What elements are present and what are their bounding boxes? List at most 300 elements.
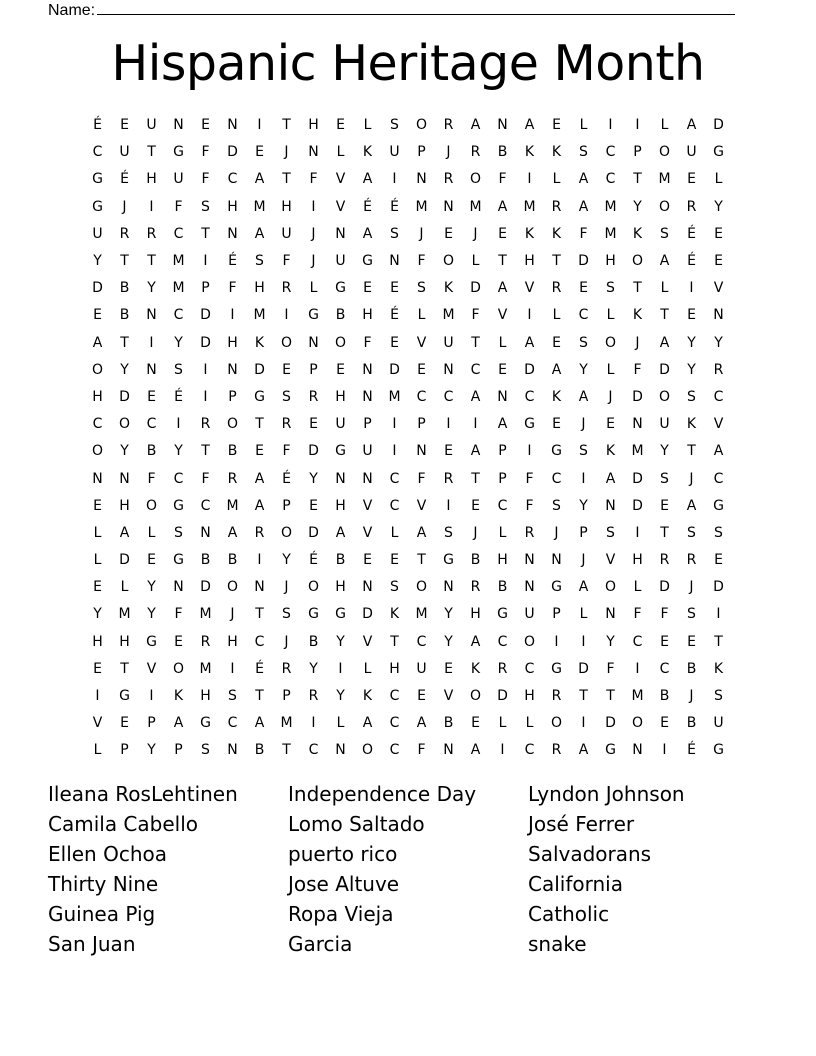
grid-letter: S (174, 361, 183, 378)
grid-letter: U (92, 225, 103, 242)
grid-letter: D (524, 361, 535, 378)
grid-letter: S (174, 524, 183, 541)
grid-letter: C (227, 715, 238, 732)
grid-letter: B (146, 443, 157, 460)
grid-letter: L (336, 715, 345, 732)
grid-letter: U (524, 606, 535, 623)
grid-letter: I (635, 660, 640, 677)
grid-letter: U (362, 443, 373, 460)
grid-letter: E (714, 225, 723, 242)
grid-letter: A (578, 742, 589, 759)
grid-letter: E (309, 497, 318, 514)
grid-letter: I (203, 253, 208, 270)
word-bank-item: Lyndon Johnson (528, 782, 685, 806)
word-bank-item: Jose Altuve (288, 872, 400, 896)
grid-letter: H (92, 633, 103, 650)
word-bank-item: José Ferrer (528, 812, 635, 836)
grid-letter: R (443, 171, 454, 188)
name-label: Name: (48, 2, 96, 19)
grid-letter: N (227, 225, 238, 242)
grid-letter: E (606, 416, 615, 433)
grid-letter: N (227, 361, 238, 378)
grid-letter: F (174, 606, 183, 623)
grid-letter: A (92, 334, 103, 351)
grid-letter: O (91, 443, 104, 460)
grid-letter: A (254, 225, 265, 242)
grid-letter: B (200, 552, 211, 569)
grid-letter: B (119, 307, 130, 324)
grid-letter: E (552, 416, 561, 433)
grid-row (84, 330, 732, 357)
grid-letter: G (308, 606, 319, 623)
grid-letter: J (635, 334, 640, 351)
grid-letter: M (604, 225, 617, 242)
grid-letter: I (338, 660, 343, 677)
grid-letter: H (308, 117, 319, 134)
grid-letter: O (442, 253, 455, 270)
grid-letter: J (689, 688, 694, 705)
grid-letter: R (200, 416, 211, 433)
grid-letter: C (470, 361, 481, 378)
grid-letter: I (473, 416, 478, 433)
grid-letter: Y (93, 253, 102, 270)
grid-letter: N (497, 388, 508, 405)
grid-letter: Y (147, 742, 156, 759)
grid-letter: F (417, 742, 426, 759)
grid-letter: E (714, 552, 723, 569)
grid-letter: L (471, 253, 480, 270)
grid-letter: E (552, 334, 561, 351)
grid-letter: B (335, 307, 346, 324)
grid-letter: L (660, 117, 669, 134)
grid-letter: P (282, 688, 291, 705)
grid-letter: I (284, 307, 289, 324)
grid-letter: G (254, 388, 265, 405)
grid-letter: T (498, 253, 507, 270)
grid-letter: E (660, 633, 669, 650)
grid-row (84, 520, 732, 547)
grid-letter: A (416, 524, 427, 541)
grid-letter: L (606, 307, 615, 324)
grid-letter: K (686, 416, 697, 433)
grid-letter: F (633, 361, 642, 378)
grid-letter: N (308, 144, 319, 161)
grid-letter: H (119, 497, 130, 514)
grid-letter: E (687, 307, 696, 324)
grid-letter: Y (444, 633, 453, 650)
word-bank-item: Ellen Ochoa (48, 842, 167, 866)
grid-letter: L (363, 117, 372, 134)
grid-letter: S (390, 225, 399, 242)
grid-letter: N (632, 416, 643, 433)
grid-letter: Y (579, 361, 588, 378)
grid-letter: B (497, 579, 508, 596)
grid-letter: F (174, 198, 183, 215)
grid-letter: F (282, 253, 291, 270)
grid-letter: N (335, 742, 346, 759)
grid-letter: O (658, 144, 671, 161)
grid-letter: K (362, 688, 373, 705)
grid-letter: R (686, 552, 697, 569)
grid-letter: P (309, 361, 318, 378)
name-blank-line[interactable] (97, 0, 735, 15)
grid-letter: N (713, 307, 724, 324)
grid-letter: R (497, 660, 508, 677)
grid-letter: E (390, 334, 399, 351)
grid-letter: B (335, 552, 346, 569)
grid-letter: C (146, 416, 157, 433)
grid-letter: H (335, 579, 346, 596)
grid-letter: N (632, 742, 643, 759)
grid-row (84, 438, 732, 465)
grid-letter: E (471, 715, 480, 732)
grid-letter: D (497, 688, 508, 705)
grid-letter: T (120, 660, 129, 677)
grid-letter: E (417, 688, 426, 705)
grid-letter: U (686, 144, 697, 161)
grid-letter: R (281, 416, 292, 433)
grid-letter: V (362, 633, 373, 650)
grid-letter: Y (282, 552, 291, 569)
grid-letter: I (527, 443, 532, 460)
grid-letter: E (498, 361, 507, 378)
grid-letter: É (687, 253, 696, 270)
grid-letter: T (255, 606, 264, 623)
grid-letter: O (91, 361, 104, 378)
grid-letter: S (687, 524, 696, 541)
grid-letter: O (550, 715, 563, 732)
grid-letter: T (417, 552, 426, 569)
grid-letter: B (119, 280, 130, 297)
grid-letter: O (604, 334, 617, 351)
grid-letter: S (606, 524, 615, 541)
grid-letter: E (282, 361, 291, 378)
grid-letter: V (416, 497, 427, 514)
grid-letter: N (362, 470, 373, 487)
grid-letter: S (228, 688, 237, 705)
page-title: Hispanic Heritage Month (111, 35, 705, 92)
grid-letter: I (554, 633, 559, 650)
grid-letter: L (579, 606, 588, 623)
grid-letter: F (417, 470, 426, 487)
grid-letter: A (578, 579, 589, 596)
grid-letter: R (146, 225, 157, 242)
grid-letter: I (581, 715, 586, 732)
grid-letter: R (470, 579, 481, 596)
grid-letter: C (173, 225, 184, 242)
grid-letter: M (604, 198, 617, 215)
grid-letter: N (605, 606, 616, 623)
grid-letter: E (255, 443, 264, 460)
grid-letter: S (579, 443, 588, 460)
grid-letter: Y (120, 443, 129, 460)
grid-letter: E (255, 144, 264, 161)
grid-letter: J (608, 388, 613, 405)
grid-letter: F (525, 470, 534, 487)
grid-letter: G (551, 579, 562, 596)
grid-letter: N (92, 470, 103, 487)
grid-row (84, 629, 732, 656)
grid-letter: U (659, 416, 670, 433)
grid-letter: T (471, 470, 480, 487)
grid-letter: L (147, 524, 156, 541)
grid-letter: O (361, 742, 374, 759)
grid-letter: I (149, 688, 154, 705)
grid-letter: P (147, 715, 156, 732)
grid-letter: B (686, 715, 697, 732)
grid-letter: O (280, 524, 293, 541)
grid-letter: K (632, 307, 643, 324)
word-bank-item: Guinea Pig (48, 902, 156, 926)
grid-letter: E (660, 715, 669, 732)
grid-letter: E (363, 280, 372, 297)
grid-letter: N (335, 225, 346, 242)
grid-letter: A (605, 470, 616, 487)
grid-letter: A (686, 117, 697, 134)
grid-letter: É (255, 660, 264, 677)
grid-letter: B (443, 715, 454, 732)
grid-letter: M (199, 606, 212, 623)
grid-letter: G (200, 715, 211, 732)
grid-letter: T (282, 117, 291, 134)
grid-letter: G (497, 606, 508, 623)
grid-letter: C (713, 388, 724, 405)
grid-letter: L (606, 361, 615, 378)
grid-letter: F (525, 497, 534, 514)
grid-letter: L (309, 280, 318, 297)
grid-letter: R (281, 660, 292, 677)
grid-letter: É (390, 198, 399, 215)
grid-letter: D (308, 524, 319, 541)
grid-letter: H (281, 198, 292, 215)
grid-letter: L (498, 524, 507, 541)
grid-letter: M (631, 688, 644, 705)
grid-letter: J (311, 225, 316, 242)
grid-letter: V (416, 334, 427, 351)
grid-letter: C (389, 715, 400, 732)
grid-letter: C (632, 633, 643, 650)
grid-letter: C (659, 660, 670, 677)
grid-letter: N (362, 388, 373, 405)
grid-letter: É (309, 552, 318, 569)
grid-letter: S (579, 144, 588, 161)
grid-letter: G (92, 171, 103, 188)
grid-letter: K (551, 225, 562, 242)
grid-letter: C (389, 470, 400, 487)
grid-letter: G (335, 606, 346, 623)
grid-letter: Y (174, 443, 183, 460)
grid-letter: A (659, 334, 670, 351)
grid-letter: D (308, 443, 319, 460)
grid-letter: T (606, 688, 615, 705)
grid-letter: T (714, 633, 723, 650)
grid-letter: L (93, 524, 102, 541)
word-bank-row (48, 839, 788, 869)
grid-letter: R (281, 280, 292, 297)
grid-letter: G (308, 307, 319, 324)
grid-letter: T (147, 253, 156, 270)
grid-letter: O (658, 388, 671, 405)
grid-letter: C (443, 388, 454, 405)
grid-letter: J (581, 552, 586, 569)
grid-letter: L (336, 144, 345, 161)
grid-letter: N (200, 524, 211, 541)
grid-letter: C (227, 171, 238, 188)
grid-letter: G (173, 552, 184, 569)
grid-letter: H (470, 606, 481, 623)
grid-letter: P (174, 742, 183, 759)
grid-letter: V (497, 307, 508, 324)
grid-letter: A (362, 171, 373, 188)
grid-letter: C (173, 307, 184, 324)
grid-letter: H (497, 552, 508, 569)
grid-letter: C (173, 470, 184, 487)
grid-letter: H (524, 253, 535, 270)
grid-row (84, 357, 732, 384)
grid-letter: H (227, 633, 238, 650)
grid-letter: M (658, 171, 671, 188)
grid-letter: Y (687, 361, 696, 378)
grid-letter: E (579, 280, 588, 297)
grid-letter: R (524, 524, 535, 541)
grid-letter: É (228, 253, 237, 270)
grid-letter: I (230, 307, 235, 324)
grid-letter: D (578, 253, 589, 270)
grid-letter: L (120, 579, 129, 596)
grid-letter: E (201, 117, 210, 134)
grid-letter: F (660, 606, 669, 623)
grid-letter: A (659, 253, 670, 270)
grid-letter: U (146, 117, 157, 134)
grid-letter: G (362, 253, 373, 270)
grid-letter: R (659, 552, 670, 569)
grid-letter: V (605, 552, 616, 569)
grid-letter: R (551, 280, 562, 297)
grid-letter: D (200, 334, 211, 351)
grid-letter: G (524, 416, 535, 433)
grid-letter: T (120, 334, 129, 351)
grid-letter: V (146, 660, 157, 677)
grid-letter: R (713, 361, 724, 378)
grid-letter: K (389, 606, 400, 623)
word-bank (48, 779, 788, 959)
grid-letter: S (282, 606, 291, 623)
grid-letter: E (498, 225, 507, 242)
name-field[interactable] (48, 0, 735, 20)
grid-letter: I (95, 688, 100, 705)
grid-letter: J (446, 144, 451, 161)
grid-row (84, 547, 732, 574)
grid-letter: R (119, 225, 130, 242)
grid-letter: F (309, 171, 318, 188)
grid-letter: C (416, 633, 427, 650)
grid-letter: I (446, 416, 451, 433)
grid-letter: L (552, 307, 561, 324)
grid-letter: C (551, 470, 562, 487)
grid-letter: I (392, 416, 397, 433)
grid-letter: I (257, 552, 262, 569)
grid-row (84, 166, 732, 193)
grid-letter: C (389, 742, 400, 759)
grid-letter: L (552, 171, 561, 188)
grid-row (84, 112, 732, 139)
grid-letter: V (443, 688, 454, 705)
grid-letter: A (686, 497, 697, 514)
grid-letter: E (390, 552, 399, 569)
grid-letter: U (335, 416, 346, 433)
grid-letter: Y (174, 334, 183, 351)
grid-letter: I (392, 171, 397, 188)
grid-letter: E (336, 117, 345, 134)
grid-letter: H (335, 388, 346, 405)
word-bank-row (48, 869, 788, 899)
grid-letter: H (362, 307, 373, 324)
grid-letter: I (203, 388, 208, 405)
grid-letter: M (442, 307, 455, 324)
grid-letter: F (363, 334, 372, 351)
grid-letter: N (173, 579, 184, 596)
grid-letter: M (631, 443, 644, 460)
grid-letter: C (254, 633, 265, 650)
grid-letter: A (254, 497, 265, 514)
grid-letter: R (200, 633, 211, 650)
grid-letter: K (605, 443, 616, 460)
grid-letter: A (173, 715, 184, 732)
grid-letter: A (362, 225, 373, 242)
word-bank-item: Camila Cabello (48, 812, 198, 836)
grid-letter: É (120, 171, 129, 188)
grid-letter: I (500, 742, 505, 759)
grid-letter: I (527, 171, 532, 188)
grid-letter: U (416, 660, 427, 677)
word-bank-item: Independence Day (288, 782, 477, 806)
grid-letter: G (551, 443, 562, 460)
word-bank-row (48, 899, 788, 929)
grid-row (84, 248, 732, 275)
grid-row (84, 275, 732, 302)
grid-letter: K (443, 280, 454, 297)
grid-letter: P (417, 416, 426, 433)
grid-letter: A (497, 280, 508, 297)
grid-letter: T (552, 253, 561, 270)
grid-letter: T (147, 144, 156, 161)
word-bank-item: San Juan (48, 932, 136, 956)
grid-letter: D (659, 361, 670, 378)
grid-letter: A (497, 198, 508, 215)
grid-letter: J (581, 416, 586, 433)
grid-letter: R (551, 742, 562, 759)
grid-letter: C (578, 307, 589, 324)
grid-letter: Y (714, 198, 723, 215)
grid-letter: D (470, 280, 481, 297)
grid-letter: K (254, 334, 265, 351)
word-bank-item: California (528, 872, 623, 896)
grid-letter: E (93, 579, 102, 596)
grid-letter: G (173, 144, 184, 161)
word-bank-row (48, 779, 788, 809)
grid-letter: N (524, 552, 535, 569)
grid-letter: A (335, 524, 346, 541)
grid-letter: N (443, 198, 454, 215)
grid-letter: J (473, 225, 478, 242)
grid-letter: G (713, 497, 724, 514)
grid-letter: A (254, 470, 265, 487)
grid-letter: É (282, 470, 291, 487)
grid-letter: E (417, 361, 426, 378)
grid-letter: R (686, 198, 697, 215)
grid-letter: Y (687, 334, 696, 351)
grid-letter: C (524, 660, 535, 677)
